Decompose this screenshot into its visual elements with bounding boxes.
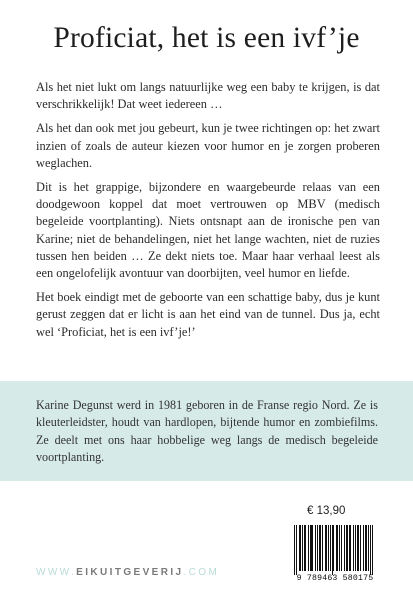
barcode-bar (304, 525, 305, 571)
barcode-bar (358, 525, 359, 571)
barcode-bar (311, 525, 312, 571)
author-bio-text: Karine Degunst werd in 1981 geboren in de Franse regio Nord. Ze is kleuterleidster, houdt van hardlopen, bijtende humor en zombiefilms. Ze deelt met ons haar hobbelige weg langs de medisch begeleide voortplanting. (36, 398, 378, 464)
barcode-bar (326, 525, 327, 571)
barcode-bar (315, 525, 316, 571)
barcode-bar (337, 525, 338, 571)
barcode-bar (366, 525, 367, 571)
barcode-bar (299, 525, 300, 571)
publisher-website[interactable] (36, 567, 219, 578)
website-suffix: .COM (183, 567, 220, 578)
barcode-bar (346, 525, 347, 571)
barcode-bar (330, 525, 331, 571)
website-prefix: WWW. (36, 567, 77, 578)
barcode-bar (328, 525, 329, 571)
barcode-bar (349, 525, 350, 571)
barcode-bar (305, 525, 306, 571)
barcode-bar (325, 525, 326, 571)
barcode-bar (300, 525, 301, 571)
barcode-bar (355, 525, 356, 571)
back-cover-blurb (36, 79, 380, 348)
barcode-bar (317, 525, 318, 571)
blurb-paragraph: Het boek eindigt met de geboorte van een schattige baby, dus je kunt gerust zeggen dat er licht is aan het eind van de tunnel. Dus ja, echt wel ‘Proficiat, het is een ivf’je!’ (36, 290, 380, 339)
book-title: Proficiat, het is een ivf’je (53, 22, 360, 54)
barcode-bar (310, 525, 311, 571)
barcode-bar (336, 525, 337, 571)
isbn-barcode (290, 523, 380, 587)
isbn-number: 9 789463 580175 (296, 574, 374, 583)
barcode-bar (296, 525, 297, 575)
barcode-bar (320, 525, 321, 571)
barcode-bar (363, 525, 364, 571)
barcode-bar (368, 525, 369, 571)
barcode-bar (350, 525, 351, 571)
barcode-bar (365, 525, 366, 571)
website-brand: EIKUITGEVERIJ (76, 567, 184, 578)
barcode-bar (333, 525, 334, 571)
barcode-bar (332, 525, 333, 575)
blurb-paragraph: Als het dan ook met jou gebeurt, kun je twee richtingen op: het zwart inzien of zoals de auteur kiezen voor humor en je zorgen proberen weglachen. (36, 121, 380, 170)
barcode-bar (344, 525, 345, 571)
blurb-paragraph: Als het niet lukt om langs natuurlijke weg een baby te krijgen, is dat verschrikkelijk! Dat weet iedereen … (36, 80, 380, 112)
barcode-bar (360, 525, 361, 571)
barcode-bar (312, 525, 313, 571)
barcode-bar (308, 525, 309, 571)
barcode-bar (294, 525, 295, 575)
barcode-bar (341, 525, 342, 571)
barcode-bar (319, 525, 320, 571)
barcode-icon (293, 525, 377, 575)
barcode-bar (357, 525, 358, 571)
barcode-bar (302, 525, 303, 571)
blurb-paragraph: Dit is het grappige, bijzondere en waargebeurde relaas van een doodgewoon koppel dat moet vertrouwen op MBV (medisch begeleide voortplanting). Niets ontsnapt aan de ironische pen van Karine; niet de behandelingen, niet het lange wachten, niet de ruzies tussen hen beiden … Ze dekt niets toe. Maar haar verhaal leest als een ongelofelijk avontuur van doorbijten, veel humor en liefde. (36, 180, 380, 281)
barcode-bar (372, 525, 373, 575)
barcode-bar (322, 525, 323, 571)
author-bio (36, 397, 378, 466)
barcode-bar (347, 525, 348, 571)
barcode-bar (370, 525, 371, 575)
barcode-bar (353, 525, 354, 571)
barcode-bar (339, 525, 340, 571)
price-label: € 13,90 (307, 505, 346, 517)
